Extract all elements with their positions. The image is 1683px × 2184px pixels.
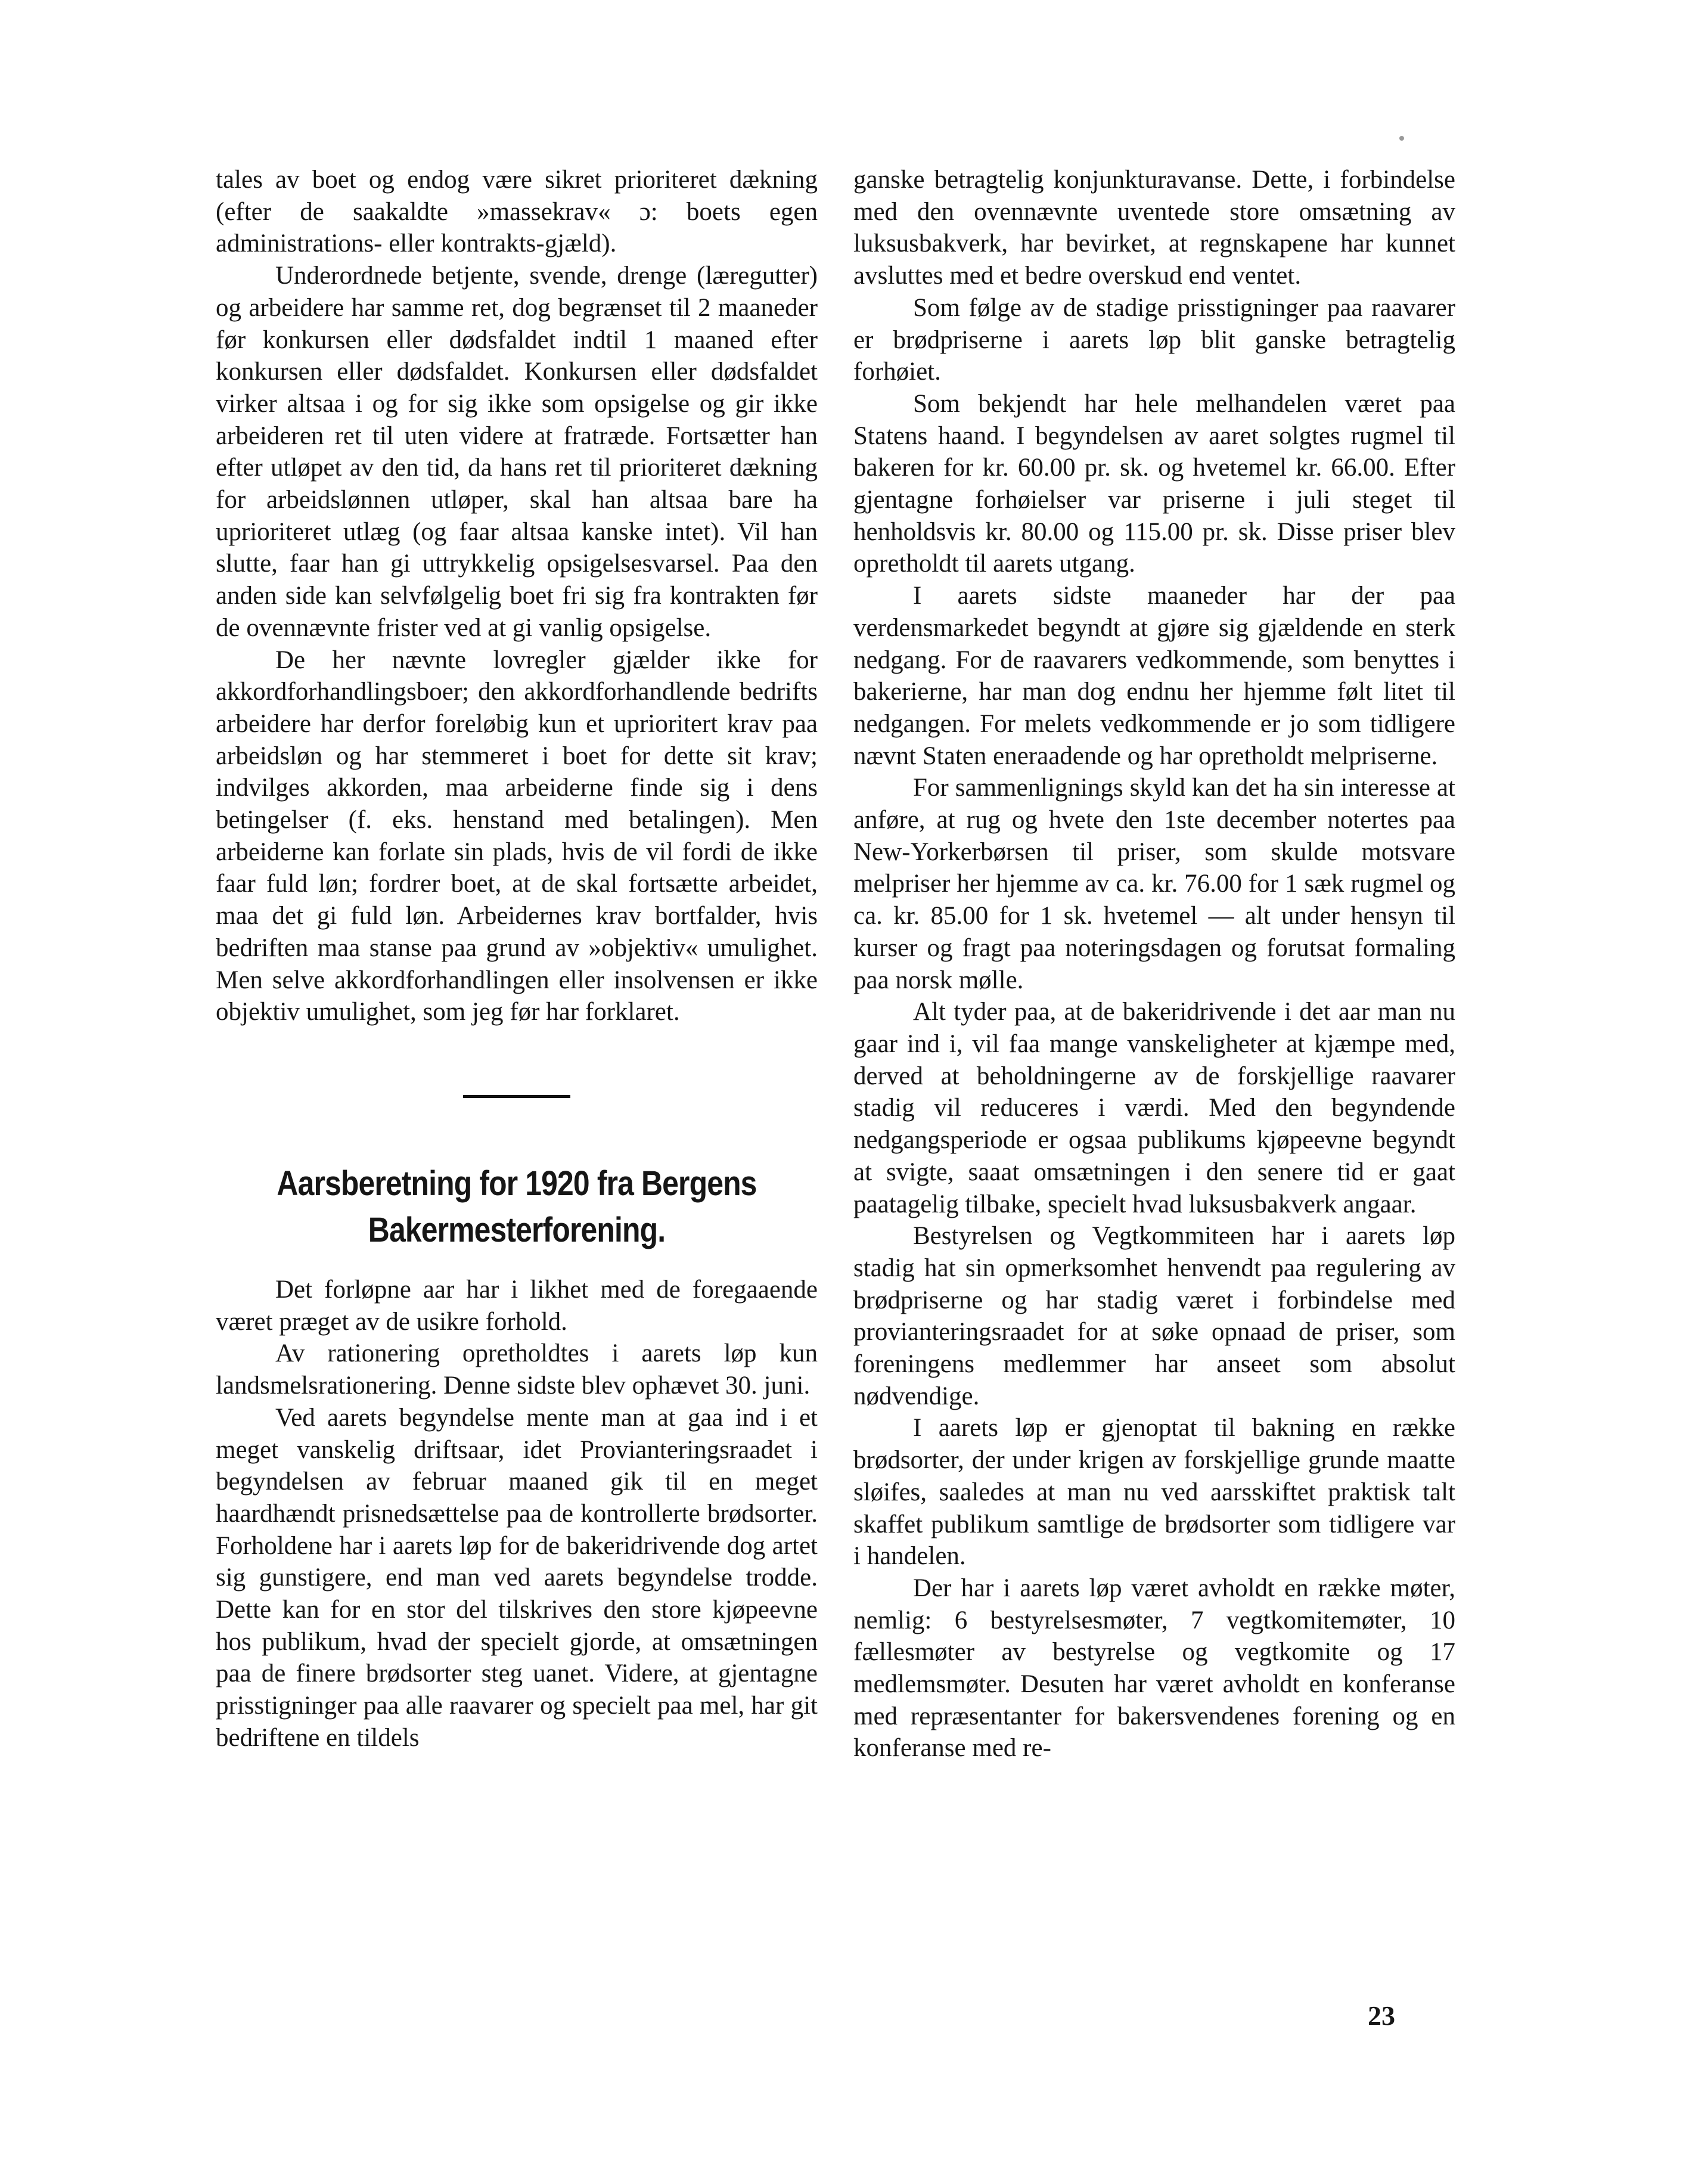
right-paragraph: Som følge av de stadige prisstigninger paa raavarer er brødpriserne i aarets løp blit ganske betragtelig forhøiet.: [853, 293, 1455, 386]
right-paragraph: Der har i aarets løp været avholdt en række møter, nemlig: 6 bestyrelsesmøter, 7 vegtkomitemøter, 10 fællesmøter av bestyrelse og vegtkomite og 17 medlemsmøter. Desuten har været avholdt en konferanse med repræsentanter for bakersvendenes forening og en konferanse med re-: [853, 1574, 1455, 1763]
right-paragraph: For sammenlignings skyld kan det ha sin interesse at anføre, at rug og hvete den 1ste december notertes paa New-Yorkerbørsen til priser, som skulde motsvare melpriser her hjemme av ca. kr. 76.00 for 1 sæk rugmel og ca. kr. 85.00 for 1 sk. hvetemel — alt under hensyn til kurser og fragt paa noteringsdagen og forutsat formaling paa norsk mølle.: [853, 774, 1455, 994]
speck-mark: [1399, 136, 1404, 141]
right-paragraph: Alt tyder paa, at de bakeridrivende i det aar man nu gaar ind i, vil faa mange vanskeligheter at kjæmpe med, derved at beholdningerne av de forskjellige raavarer stadig vil reduceres i værdi. Med den begyndende nedgangsperiode er ogsaa publikums kjøpeevne begyndt at svigte, saaat omsætningen i den senere tid er gaat paatagelig tilbake, specielt hvad luksusbakverk angaar.: [853, 998, 1455, 1218]
left-column: [216, 164, 818, 1754]
report-paragraph: Det forløpne aar har i likhet med de foregaaende været præget av de usikre forhold.: [216, 1275, 818, 1336]
page-number: 23: [1368, 2000, 1395, 2031]
report-paragraph: Av rationering opretholdtes i aarets løp kun landsmelsrationering. Denne sidste blev ophævet 30. juni.: [216, 1339, 818, 1400]
left-paragraph: tales av boet og endog være sikret prioriteret dækning (efter de saakaldte »massekrav« ɔ: boets egen administrations- eller kontrakts-gjæld).: [216, 166, 818, 258]
report-paragraph: Ved aarets begyndelse mente man at gaa ind i et meget vanskelig driftsaar, idet Provianteringsraadet i begyndelsen av februar maaned gik til en meget haardhændt prisnedsættelse paa de kontrollerte brødsorter. Forholdene har i aarets løp for de bakeridrivende dog artet sig gunstigere, end man ved aarets begyndelse trodde. Dette kan for en stor del tilskrives den store kjøpeevne hos publikum, hvad der specielt gjorde, at omsætningen paa de finere brødsorter steg uanet. Videre, at gjentagne prisstigninger paa alle raavarer og specielt paa mel, har git bedriftene en tildels: [216, 1403, 818, 1752]
section-divider: [463, 1095, 570, 1098]
left-paragraph: De her nævnte lovregler gjælder ikke for akkordforhandlingsboer; den akkordforhandlende bedrifts arbeidere har derfor foreløbig kun et uprioritert krav paa arbeidsløn og har stemmeret i boet for dette sit krav; indvilges akkorden, maa arbeiderne finde sig i dens betingelser (f. eks. henstand med betalingen). Men arbeiderne kan forlate sin plads, hvis de vil fordi de ikke faar fuld løn; fordrer boet, at de skal fortsætte arbeidet, maa det gi fuld løn. Arbeidernes krav bortfalder, hvis bedriften maa stanse paa grund av »objektiv« umulighet. Men selve akkordforhandlingen eller insolvensen er ikke objektiv umulighet, som jeg før har forklaret.: [216, 646, 818, 1026]
section-heading: [258, 1161, 776, 1254]
left-paragraph: Underordnede betjente, svende, drenge (læregutter) og arbeidere har samme ret, dog begrænset til 2 maaneder før konkursen eller dødsfaldet indtil 1 maaned efter konkursen eller dødsfaldet. Konkursen eller dødsfaldet virker altsaa i og for sig ikke som opsigelse og gir ikke arbeideren ret til uten videre at fratræde. Fortsætter han efter utløpet av den tid, da hans ret til prioriteret dækning for arbeidslønnen utløper, skal han altsaa bare ha uprioriteret utlæg (og faar altsaa kanske intet). Vil han slutte, faar han gi uttrykkelig opsigelsesvarsel. Paa den anden side kan selvfølgelig boet fri sig fra kontrakten før de ovennævnte frister ved at gi vanlig opsigelse.: [216, 262, 818, 642]
heading-line: Bakermesterforening.: [368, 1210, 666, 1249]
right-paragraph: Som bekjendt har hele melhandelen været paa Statens haand. I begyndelsen av aaret solgtes rugmel til bakeren for kr. 60.00 pr. sk. og hvetemel kr. 66.00. Efter gjentagne forhøielser var priserne i juli steget til henholdsvis kr. 80.00 og 115.00 pr. sk. Disse priser blev opretholdt til aarets utgang.: [853, 389, 1455, 578]
right-paragraph: ganske betragtelig konjunkturavanse. Dette, i forbindelse med den ovennævnte uventede store omsætning av luksusbakverk, har bevirket, at regnskapene har kunnet avsluttes med et bedre overskud end ventet.: [853, 166, 1455, 290]
right-column: [853, 164, 1455, 1764]
right-paragraph: I aarets sidste maaneder har der paa verdensmarkedet begyndt at gjøre sig gjældende en sterk nedgang. For de raavarers vedkommende, som benyttes i bakerierne, har man dog endnu her hjemme følt litet til nedgangen. For melets vedkommende er jo som tidligere nævnt Staten eneraadende og har opretholdt melpriserne.: [853, 582, 1455, 770]
heading-line: Aarsberetning for 1920 fra Bergens: [277, 1164, 757, 1203]
right-paragraph: Bestyrelsen og Vegtkommiteen har i aarets løp stadig hat sin opmerksomhet henvendt paa regulering av brødpriserne og har stadig været i forbindelse med provianteringsraadet for at søke opnaad de priser, som foreningens medlemmer har anseet som absolut nødvendige.: [853, 1222, 1455, 1410]
right-paragraph: I aarets løp er gjenoptat til bakning en række brødsorter, der under krigen av forskjellige grunde maatte sløifes, saaledes at man nu ved aarsskiftet praktisk talt skaffet publikum samtlige de brødsorter som tidligere var i handelen.: [853, 1414, 1455, 1571]
